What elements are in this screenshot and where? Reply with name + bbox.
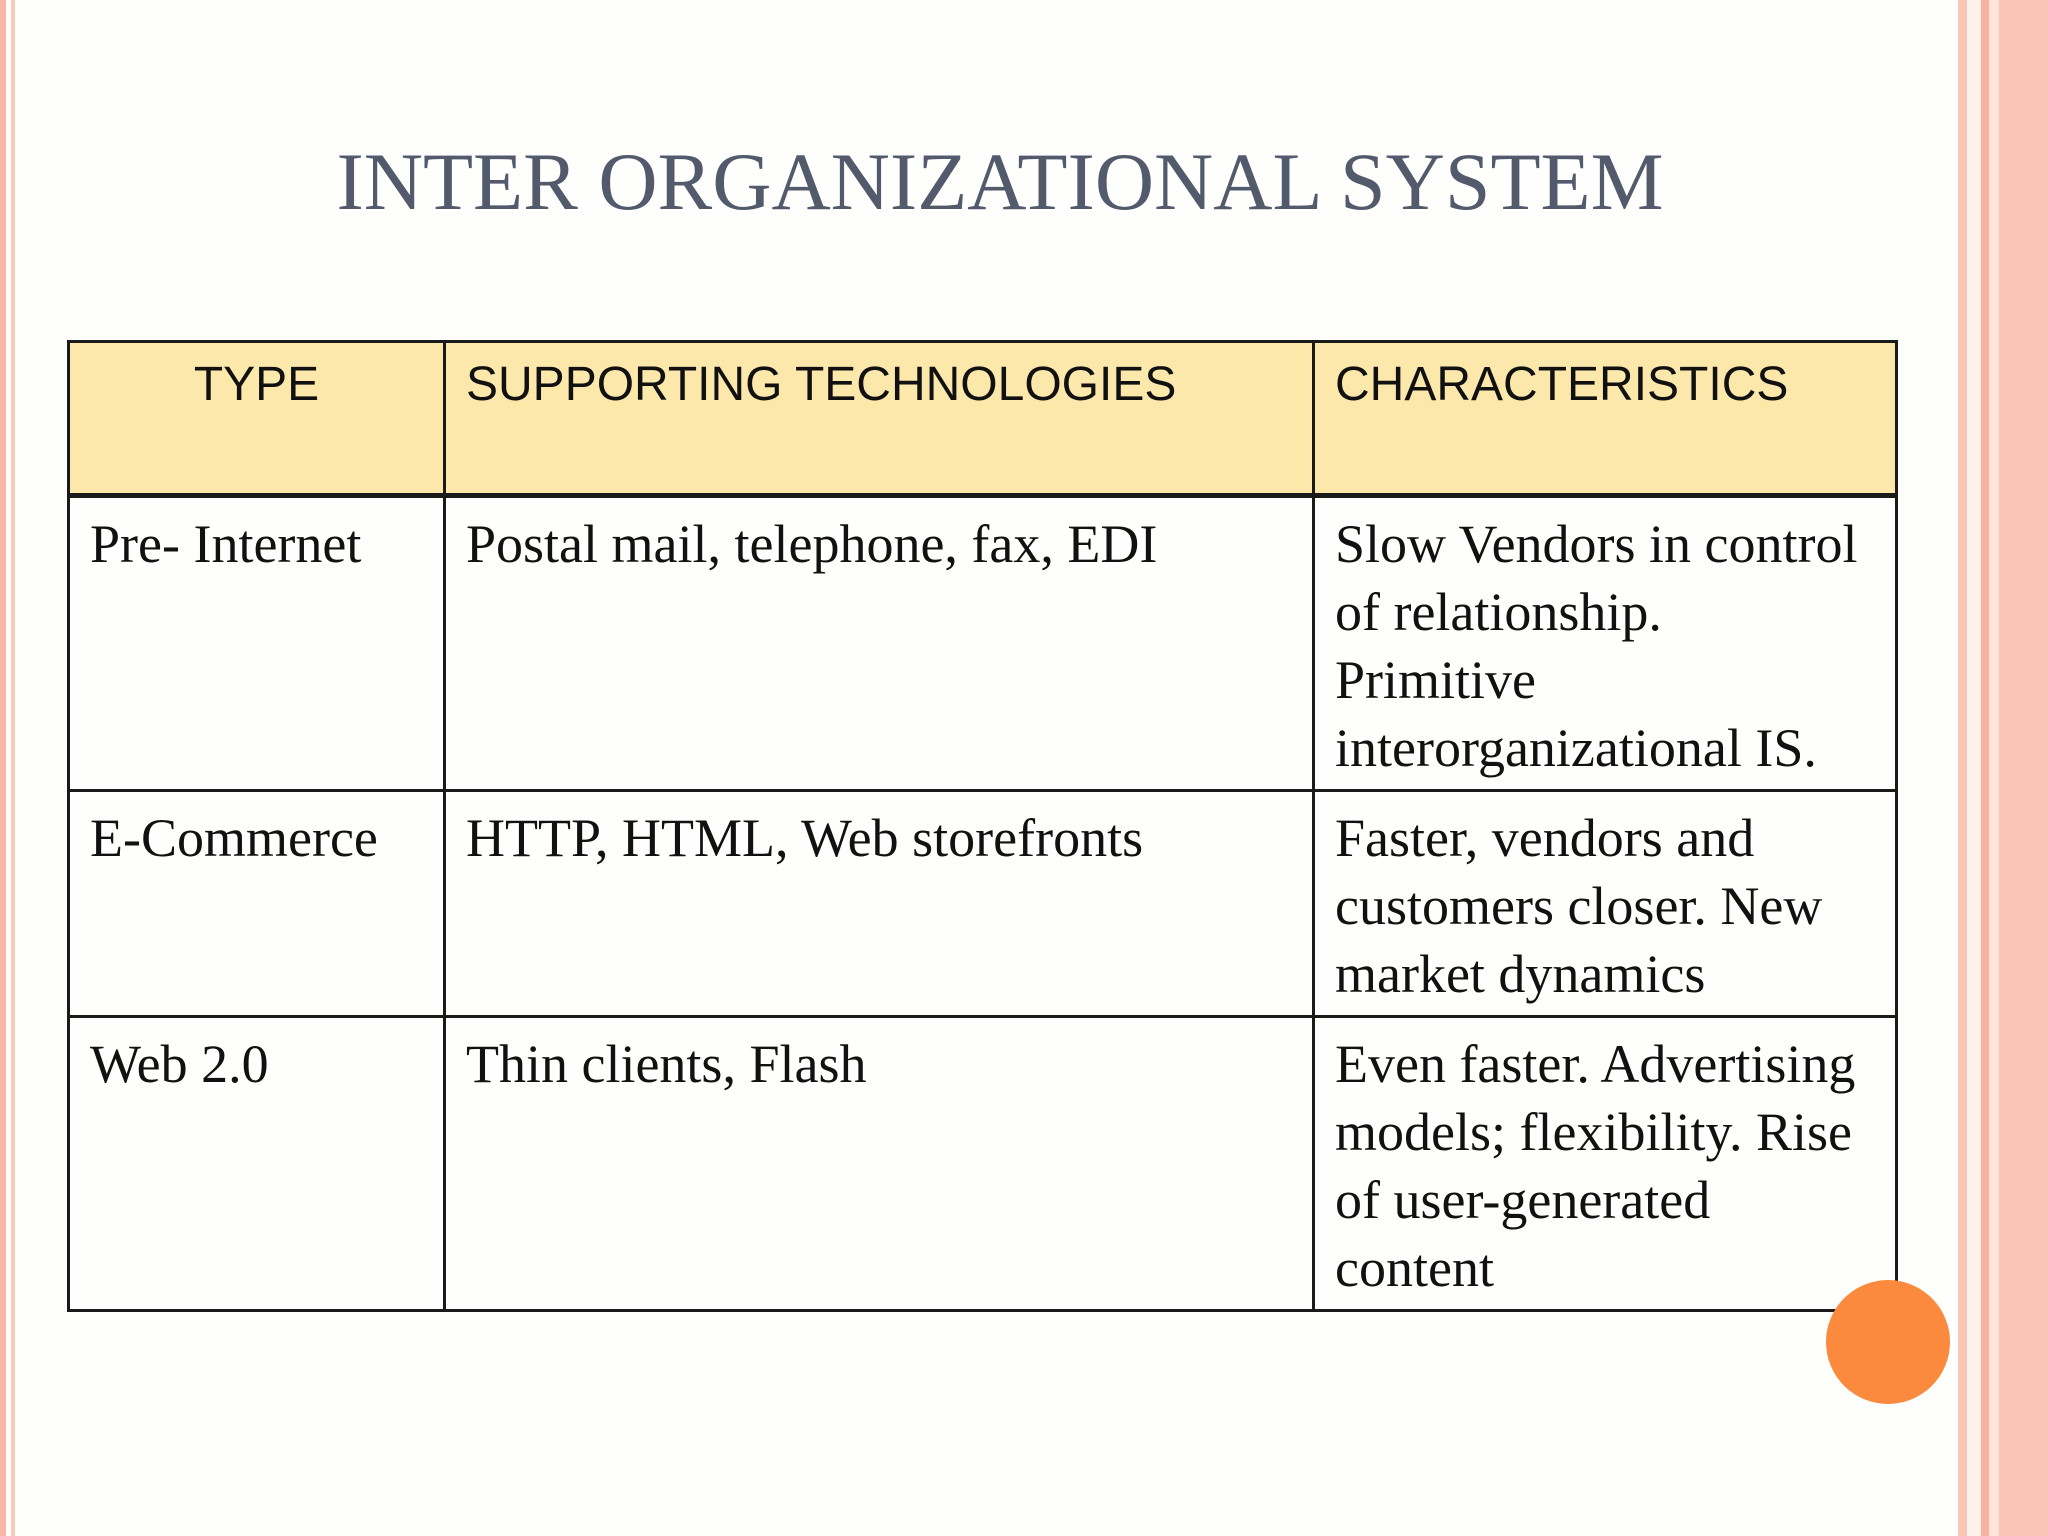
right-border-band xyxy=(1989,0,1999,1536)
right-border-band xyxy=(1981,0,1989,1536)
header-type: TYPE xyxy=(69,342,445,496)
cell-characteristics: Even faster. Advertising models; flexibility. Rise of user-generated content xyxy=(1314,1017,1897,1311)
table-header-row xyxy=(69,342,1897,496)
decorative-circle xyxy=(1826,1280,1950,1404)
right-border-band xyxy=(1958,0,1967,1536)
header-characteristics: CHARACTERISTICS xyxy=(1314,342,1897,496)
cell-technologies: Thin clients, Flash xyxy=(445,1017,1314,1311)
cell-type: Web 2.0 xyxy=(69,1017,445,1311)
right-border-band xyxy=(1999,0,2048,1536)
cell-technologies: HTTP, HTML, Web storefronts xyxy=(445,791,1314,1017)
slide-title: INTER ORGANIZATIONAL SYSTEM xyxy=(336,136,1664,227)
table-row xyxy=(69,791,1897,1017)
left-border-stripe-inner xyxy=(11,0,15,1536)
right-border-band xyxy=(1967,0,1981,1536)
table-row xyxy=(69,496,1897,791)
comparison-table xyxy=(67,340,1898,1312)
header-technologies: SUPPORTING TECHNOLOGIES xyxy=(445,342,1314,496)
cell-characteristics: Faster, vendors and customers closer. New market dynamics xyxy=(1314,791,1897,1017)
table-row xyxy=(69,1017,1897,1311)
cell-type: Pre- Internet xyxy=(69,496,445,791)
cell-technologies: Postal mail, telephone, fax, EDI xyxy=(445,496,1314,791)
cell-characteristics: Slow Vendors in control of relationship. Primitive interorganizational IS. xyxy=(1314,496,1897,791)
cell-type: E-Commerce xyxy=(69,791,445,1017)
left-border-stripe xyxy=(0,0,6,1536)
